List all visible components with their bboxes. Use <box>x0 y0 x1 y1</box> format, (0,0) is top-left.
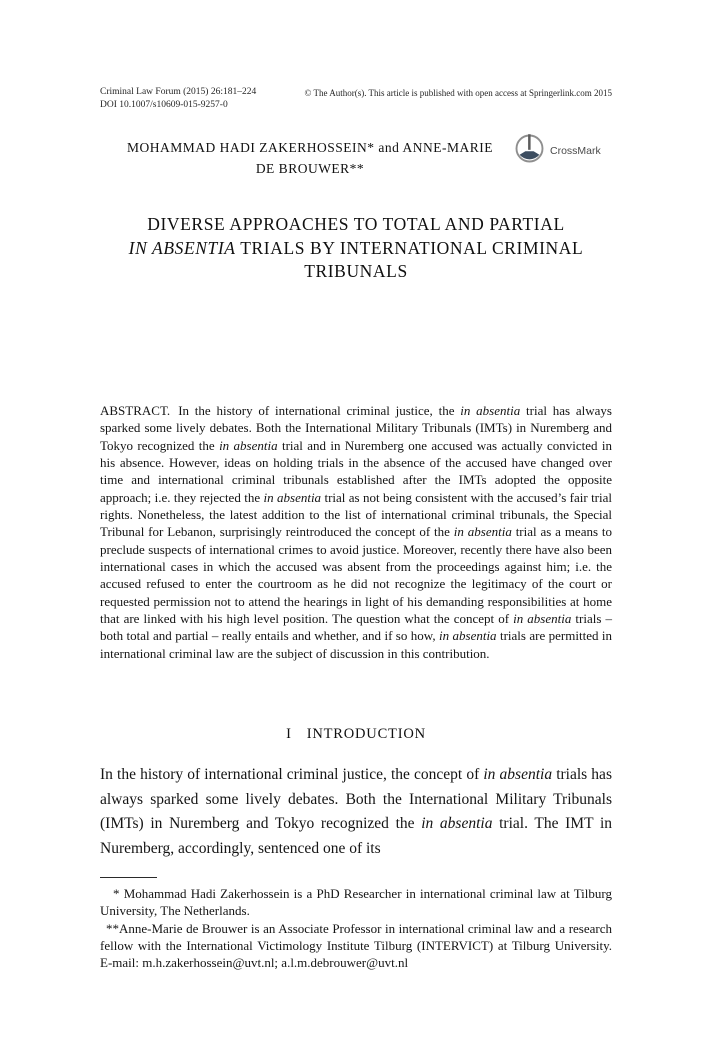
journal-citation-block <box>100 86 256 112</box>
journal-citation: Criminal Law Forum (2015) 26:181–224 <box>100 87 257 97</box>
author-line-1: MOHAMMAD HADI ZAKERHOSSEIN* and ANNE-MARIE <box>127 140 493 155</box>
author-line <box>100 137 520 179</box>
page-header <box>100 86 612 112</box>
copyright-notice: © The Author(s). This article is published with open access at Springerlink.com 2015 <box>304 88 612 98</box>
abstract-text: In the history of international criminal justice, the in absentia trial has always sparked some lively debates. Both the International Military Tribunals (IMTs) in Nuremberg and Tokyo recognized the in absentia trial and in Nuremberg one accused was actually convicted in his absence. However, ideas on holding trials in the absence of the accused have changed over time and international criminal tribunals established after the IMTs adopted the opposite approach; i.e. they rejected the in absentia trial as not being consistent with the accused’s fair trial rights. Nonetheless, the latest addition to the list of international criminal tribunals, the Special Tribunal for Lebanon, surprisingly reintroduced the concept of the in absentia trial as a means to preclude suspects of international crimes to avoid justice. Moreover, recently there have also been international cases in which the accused was absent from the proceedings against him; i.e. the accused refused to enter the courtroom as he did not recognize the legitimacy of the court or requested permission not to attend the hearings in light of his demanding responsibilities at home that are linked with his high level position. The question what the concept of in absentia trials – both total and partial – really entails and whether, and if so how, in absentia trials are permitted in international criminal law are the subject of discussion in this contribution. <box>100 403 613 661</box>
title-line-1: DIVERSE APPROACHES TO TOTAL AND PARTIAL <box>147 214 565 234</box>
footnote-author-1: * Mohammad Hadi Zakerhossein is a PhD Researcher in international criminal law at Tilburg University, The Netherlands. <box>100 886 612 919</box>
title-line-3: TRIBUNALS <box>304 261 408 281</box>
abstract-paragraph <box>100 402 612 662</box>
section-numeral: I <box>286 726 292 742</box>
introduction-paragraph: In the history of international criminal justice, the concept of in absentia trials has always sparked some lively debates. Both the International Military Tribunals (IMTs) in Nuremberg and Tokyo recognized the in absentia trial. The IMT in Nuremberg, accordingly, sentenced one of its <box>100 766 612 857</box>
title-line-2: IN ABSENTIA TRIALS BY INTERNATIONAL CRIMINAL <box>128 237 584 258</box>
section-heading-introduction <box>100 726 612 743</box>
footnote-separator <box>100 877 157 878</box>
crossmark-icon <box>514 133 545 169</box>
section-title: INTRODUCTION <box>306 726 426 742</box>
crossmark-badge[interactable] <box>514 133 601 169</box>
crossmark-label: CrossMark <box>550 145 601 157</box>
article-title <box>100 213 612 284</box>
footnote-author-2: **Anne-Marie de Brouwer is an Associate Professor in international criminal law and a research fellow with the International Victimology Institute Tilburg (INTERVICT) at Tilburg University. E-mail: m.h.zakerhossein@uvt.nl; a.l.m.debrouwer@uvt.nl <box>100 920 612 971</box>
author-line-2: DE BROUWER** <box>255 161 365 176</box>
abstract-label: ABSTRACT. <box>100 403 171 418</box>
doi-line: DOI 10.1007/s10609-015-9257-0 <box>100 100 228 110</box>
footnotes-block <box>100 885 612 971</box>
